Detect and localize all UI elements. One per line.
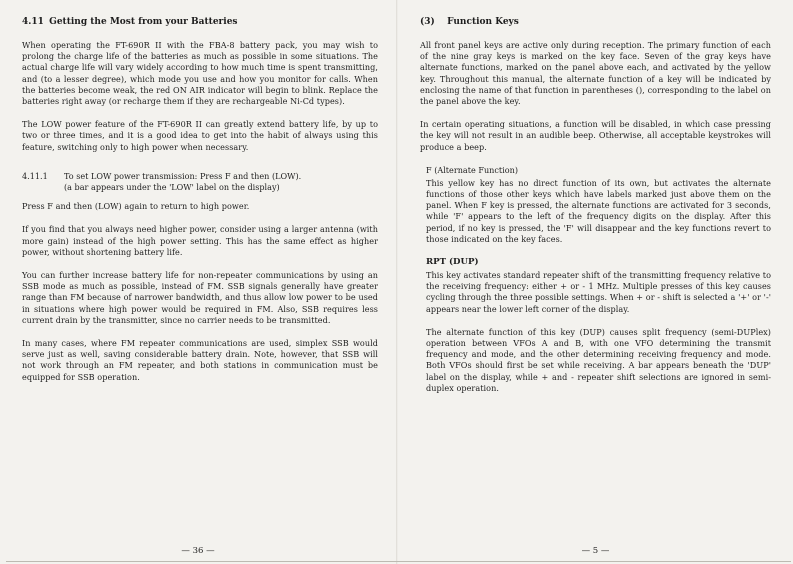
subsection-4-11-1 — [22, 171, 378, 193]
subsection-number: 4.11.1 — [22, 170, 48, 181]
left-page — [0, 0, 396, 564]
key-rpt-alternate-description: The alternate function of this key (DUP) causes split frequency (semi-DUPlex) operation between VFOs A and B, with one VFO determining the transmit frequency and mode, and the other determining receiving frequency and mode. Both VFOs should first be set while receiving. A bar appears beneath the 'DUP' label on the display, while + and - repeater shift selections are ignored in semi-duplex operation. — [426, 326, 771, 393]
section-number: (3) — [420, 17, 435, 27]
front-panel-keys-paragraph: All front panel keys are active only during reception. The primary function of each of the nine gray keys is marked on the key face. Seven of the gray keys have alternate functions, marked on the panel above each, and activated by the yellow key. Throughout this manual, the alternate function of a key will be indicated by enclosing the name of that function in parentheses (), corresponding to the label on the panel above the key. — [420, 40, 771, 107]
key-f-heading: F (Alternate Function) — [426, 164, 519, 175]
ssb-paragraph: You can further increase battery life for non-repeater communications by using an SSB mode as much as possible, instead of FM. SSB signals generally have greater range than FM because of narrower bandwidth, and thus allow low power to be used in situations where high power would be required in FM. Also, SSB requires less current drain by the transmitter, since no carrier needs to be transmitted. — [22, 270, 378, 325]
low-power-paragraph: The LOW power feature of the FT-690R II can greatly extend battery life, by up to two or three times, and it is a good idea to get into the habit of always using this feature, switching only to high power when necessary. — [22, 119, 378, 152]
simplex-paragraph: In many cases, where FM repeater communications are used, simplex SSB would serve just as well, saving considerable battery drain. Note, however, that SSB will not work through an FM repeater, and both stations in communication must be equipped for SSB operation. — [22, 338, 378, 382]
page-bottom-edge — [6, 561, 791, 562]
right-page — [398, 0, 793, 564]
subsection-note: (a bar appears under the 'LOW' label on the display) — [64, 182, 280, 193]
disabled-function-paragraph: In certain operating situations, a function will be disabled, in which case pressing the key will not result in an audible beep. Otherwise, all acceptable keystrokes will produce a beep. — [420, 119, 771, 152]
section-title: Getting the Most from your Batteries — [49, 17, 238, 27]
page-number-left: — 36 — — [181, 546, 215, 556]
battery-intro-paragraph: When operating the FT-690R II with the FBA-8 battery pack, you may wish to prolong the charge life of the batteries as much as possible in some situations. The actual charge life will vary widely according to how much time is spent transmitting, and (to a lesser degree), which mode you use and how you monitor for calls. When the batteries become weak, the red ON AIR indicator will begin to blink. Replace the batteries right away (or recharge them if they are rechargeable Ni-Cd types). — [22, 40, 378, 107]
key-f-description: This yellow key has no direct function of its own, but activates the alternate functions of those other keys which have labels marked just above them on the panel. When F key is pressed, the alternate functions are activated for 3 seconds, while 'F' appears to the left of the frequency digits on the display. After this period, if no key is pressed, the 'F' will disappear and the key functions revert to those indicated on the key faces. — [426, 177, 771, 244]
key-rpt-heading: RPT (DUP) — [426, 257, 479, 268]
section-number: 4.11 — [22, 17, 44, 27]
return-high-power-paragraph: Press F and then (LOW) again to return to high power. — [22, 201, 250, 212]
antenna-paragraph: If you find that you always need higher power, consider using a larger antenna (with more gain) instead of the high power setting. This has the same effect as higher power, without shortening battery life. — [22, 224, 378, 257]
section-heading-4-11 — [22, 16, 378, 28]
section-heading-function-keys — [420, 16, 771, 28]
section-title: Function Keys — [447, 17, 519, 27]
page-number-right: — 5 — — [581, 546, 610, 556]
key-rpt-description: This key activates standard repeater shift of the transmitting frequency relative to the receiving frequency: either + or - 1 MHz. Multiple presses of this key causes cycling through the three possible settings. When + or - shift is selected a '+' or '-' appears near the lower left corner of the display. — [426, 270, 771, 314]
subsection-instruction: To set LOW power transmission: Press F and then (LOW). — [64, 170, 302, 181]
